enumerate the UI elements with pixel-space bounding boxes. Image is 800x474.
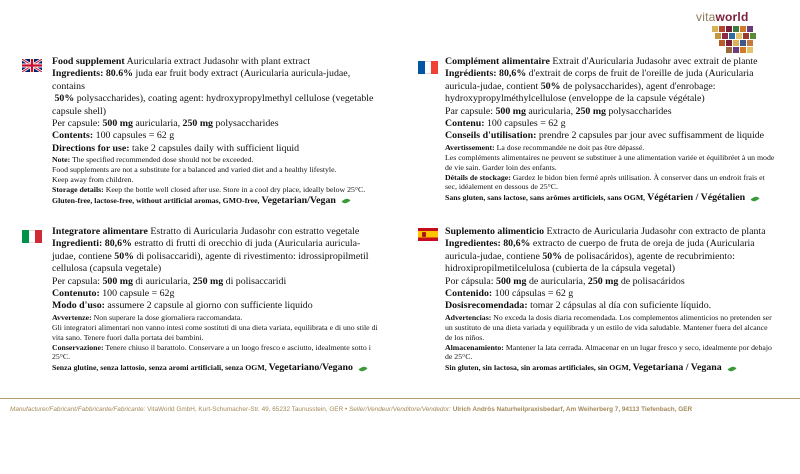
footer xyxy=(10,406,795,413)
it-contents-text: 100 capsule = 62g xyxy=(99,288,175,300)
en-storage-label: Storage details: xyxy=(52,184,104,194)
en-per-capsule: Per capsule: xyxy=(52,118,103,130)
footer-seller-text: Ulrich Andrös Naturheilpraxisbedarf, Am Weiherberg 7, 94113 Tiefenbach, GER xyxy=(450,406,693,413)
fr-contents-text: 100 capsules = 62 g xyxy=(484,118,566,130)
spain-flag-icon xyxy=(418,228,438,241)
it-contents-label: Contenuto: xyxy=(52,288,100,300)
italian-section xyxy=(52,226,382,375)
en-note3: Keep away from children. xyxy=(52,175,134,185)
it-mg1-text: di auricularia, xyxy=(132,275,193,287)
footer-manufacturer-label: Manufacturer/Fabricant/Fabbricante/Fabricante: xyxy=(10,406,146,413)
it-note2: Gli integratori alimentari non vanno intesi come sostituti di una dieta variata, equilibrata e di uno stile di vita sano. Tenere fuori dalla portata dei bambini. xyxy=(52,322,378,342)
leaf-icon xyxy=(751,195,760,202)
es-ingredients-pct: 50% xyxy=(542,250,563,262)
fr-mg2-text: polysaccharides xyxy=(606,105,672,117)
it-title-rest: Estratto di Auricularia Judasohr con estratto vegetale xyxy=(147,226,360,237)
it-mg1: 500 mg xyxy=(102,275,133,287)
fr-title: Complément alimentaire xyxy=(445,56,550,67)
french-section xyxy=(445,56,775,205)
es-note-label: Advertencias: xyxy=(445,312,492,322)
fr-note-text: La dose recommandée ne doit pas être dépassé. xyxy=(494,142,645,152)
fr-contents-label: Contenu: xyxy=(445,118,485,130)
it-storage-text: Tenere chiuso il barattolo. Conservare a un luogo fresco e asciutto, idealmente sotto i 25°C. xyxy=(52,342,371,362)
en-title: Food supplement xyxy=(52,56,125,67)
footer-divider xyxy=(0,398,800,399)
en-ingredients-pct: 50% xyxy=(54,93,75,105)
it-directions-label: Modo d'uso: xyxy=(52,300,105,312)
fr-ingredients-text: d'extrait de corps de fruit de l'oreille de juda (Auricularia auricula-judae, contient xyxy=(445,68,754,92)
it-storage-label: Conservazione: xyxy=(52,342,104,352)
es-directions-label: Dosisrecomendada: xyxy=(445,300,528,312)
it-directions-text: assumere 2 capsule al giorno con sufficiente liquido xyxy=(104,300,313,312)
it-ingredients-text2: di polisaccaridi), agente di rivestimento: idrossipropilmetil cellulosa (capsula vegetale) xyxy=(52,250,369,275)
fr-storage-label: Détails de stockage: xyxy=(445,172,511,182)
es-title: Suplemento alimenticio xyxy=(445,226,545,237)
leaf-icon xyxy=(727,365,736,372)
italy-flag-icon xyxy=(22,230,42,243)
en-contents-text: 100 capsules = 62 g xyxy=(93,130,175,142)
en-directions-text: take 2 capsules daily with sufficient liquid xyxy=(129,142,300,154)
fr-storage-text: Gardez le bidon bien fermé après utilisation. À conserver dans un endroit frais et sec, idéalement en dessous de 25°C. xyxy=(445,172,765,192)
fr-note-label: Avertissement: xyxy=(445,142,495,152)
fr-directions-text: prendre 2 capsules par jour avec suffisamment de liquide xyxy=(536,130,765,142)
it-note-label: Avvertenze: xyxy=(52,312,92,322)
leaf-icon xyxy=(341,197,350,204)
en-ingredients-label: Ingredients: 80.6% xyxy=(52,68,134,80)
es-contents-text: 100 cápsulas = 62 g xyxy=(492,288,574,300)
it-ingredients-label: Ingredienti: 80,6% xyxy=(52,238,132,250)
it-mg2-text: di polisaccaridi xyxy=(223,275,287,287)
it-per-capsule: Per capsula: xyxy=(52,275,103,287)
en-vegan-label: Vegetarian/Vegan xyxy=(261,194,336,206)
it-title: Integratore alimentare xyxy=(52,226,148,237)
it-ingredients-pct: 50% xyxy=(114,250,134,262)
en-mg1-text: auricularia, xyxy=(132,118,183,130)
fr-ingredients-text2: de polysaccharides), agent d'enrobage: hydroxypropylméthylcellulose (enveloppe de la capsule végétale) xyxy=(445,80,716,105)
it-ingredients-text: estratto di frutti di orecchio di juda (Auricularia auricula-judae, contiene xyxy=(52,238,361,262)
es-mg2: 250 mg xyxy=(587,275,619,287)
es-ingredients-text2: de polisacáridos), agente de recubrimiento: hidroxipropilmetilcelulosa (cubierta de la cápsula vegetal) xyxy=(445,250,735,275)
es-title-rest: Extracto de Auricularia Judasohr con extracto de planta xyxy=(544,226,766,237)
es-ingredients-label: Ingredientes: 80,6% xyxy=(445,238,531,250)
en-ingredients-text2: polysaccharides), coating agent: hydroxypropylmethyl cellulose (vegetable capsule shell) xyxy=(52,93,374,117)
logo-wordmark: vitaworld xyxy=(696,10,749,24)
it-mg2: 250 mg xyxy=(192,275,224,287)
footer-manufacturer-text: VitaWorld GmbH, Kurt-Schumacher-Str. 49, 65232 Taunusstein, GER • xyxy=(145,406,349,413)
footer-seller-label: Seller/Vendeur/Venditore/Vendedor: xyxy=(348,406,451,413)
fr-note2: Les compléments alimentaires ne peuvent se substituer à une alimentation variée et équilibréet à un mode de vie sain. Garder loin des enfants. xyxy=(445,152,775,172)
it-free-text: Senza glutine, senza lattosio, senza aromi artificiali, senza OGM, xyxy=(52,363,269,373)
en-note-text: The specified recommended dose should not be exceeded. xyxy=(70,155,254,165)
fr-free-text: Sans gluten, sans lactose, sans arômes artificiels, sans OGM, xyxy=(445,193,648,203)
fr-title-rest: Extrait d'Auricularia Judasohr avec extrait de plante xyxy=(549,56,758,67)
es-per-capsule: Por cápsula: xyxy=(445,275,497,287)
en-mg2-text: polysaccharides xyxy=(213,118,279,130)
france-flag-icon xyxy=(418,61,438,74)
en-ingredients-text: juda ear fruit body extract (Auricularia auricula-judae, contains xyxy=(52,68,351,92)
en-directions-label: Directions for use: xyxy=(52,142,130,154)
it-vegan-label: Vegetariano/Vegano xyxy=(268,362,353,374)
es-directions-text: tomar 2 cápsulas al día con suficiente líquido. xyxy=(527,300,712,312)
es-storage-label: Almacenamiento: xyxy=(445,342,504,352)
it-note-text: Non superare la dose giornaliera raccomandata. xyxy=(91,312,243,322)
en-note-label: Note: xyxy=(52,155,71,165)
fr-mg1: 500 mg xyxy=(495,105,526,117)
uk-flag-icon xyxy=(22,59,42,72)
es-note-text: No exceda la dosis diaria recomendada. Los complementos alimenticios no pretenden ser un sustituto de una dieta variada y equilibrada y un estilo de vida saludable. Mantener fuera del alcance de los niños. xyxy=(445,312,772,342)
es-contents-label: Contenido: xyxy=(445,288,493,300)
fr-vegan-label: Végétarien / Végétalien xyxy=(647,192,746,204)
fr-directions-label: Conseils d'utilisation: xyxy=(445,130,537,142)
fr-ingredients-label: Ingrédients: 80,6% xyxy=(445,68,527,80)
fr-mg2: 250 mg xyxy=(575,105,606,117)
es-free-text: Sin gluten, sin lactosa, sin aromas artificiales, sin OGM, xyxy=(445,363,633,373)
spanish-section xyxy=(445,226,775,375)
es-storage-text: Mantener la lata cerrada. Almacenar en un lugar fresco y seco, idealmente por debajo de 25°C. xyxy=(445,342,772,362)
en-mg2: 250 mg xyxy=(182,118,213,130)
vitaworld-logo xyxy=(686,10,778,60)
leaf-icon xyxy=(358,365,367,372)
es-vegan-label: Vegetariana / Vegana xyxy=(632,362,722,374)
en-contents-label: Contents: xyxy=(52,130,94,142)
fr-ingredients-pct: 50% xyxy=(540,80,561,92)
en-free-text: Gluten-free, lactose-free, without artificial aromas, GMO-free, xyxy=(52,195,262,205)
es-mg1: 500 mg xyxy=(496,275,527,287)
es-mg2-text: de polisacáridos xyxy=(618,275,685,287)
en-storage-text: Keep the bottle well closed after use. Store in a cool dry place, ideally below 25°C. xyxy=(103,184,366,194)
fr-per-capsule: Par capsule: xyxy=(445,105,496,117)
en-title-rest: Auricularia extract Judasohr with plant extract xyxy=(124,56,311,67)
es-mg1-text: de auricularia, xyxy=(526,275,588,287)
es-ingredients-text: extracto de cuerpo de fruta de oreja de juda (Auricularia auricula-judae, contiene xyxy=(445,238,755,262)
en-mg1: 500 mg xyxy=(102,118,133,130)
en-note2: Food supplements are not a substitute for a balanced and varied diet and a healthy lifestyle. xyxy=(52,165,337,175)
english-section xyxy=(52,56,382,207)
fr-mg1-text: auricularia, xyxy=(525,105,576,117)
